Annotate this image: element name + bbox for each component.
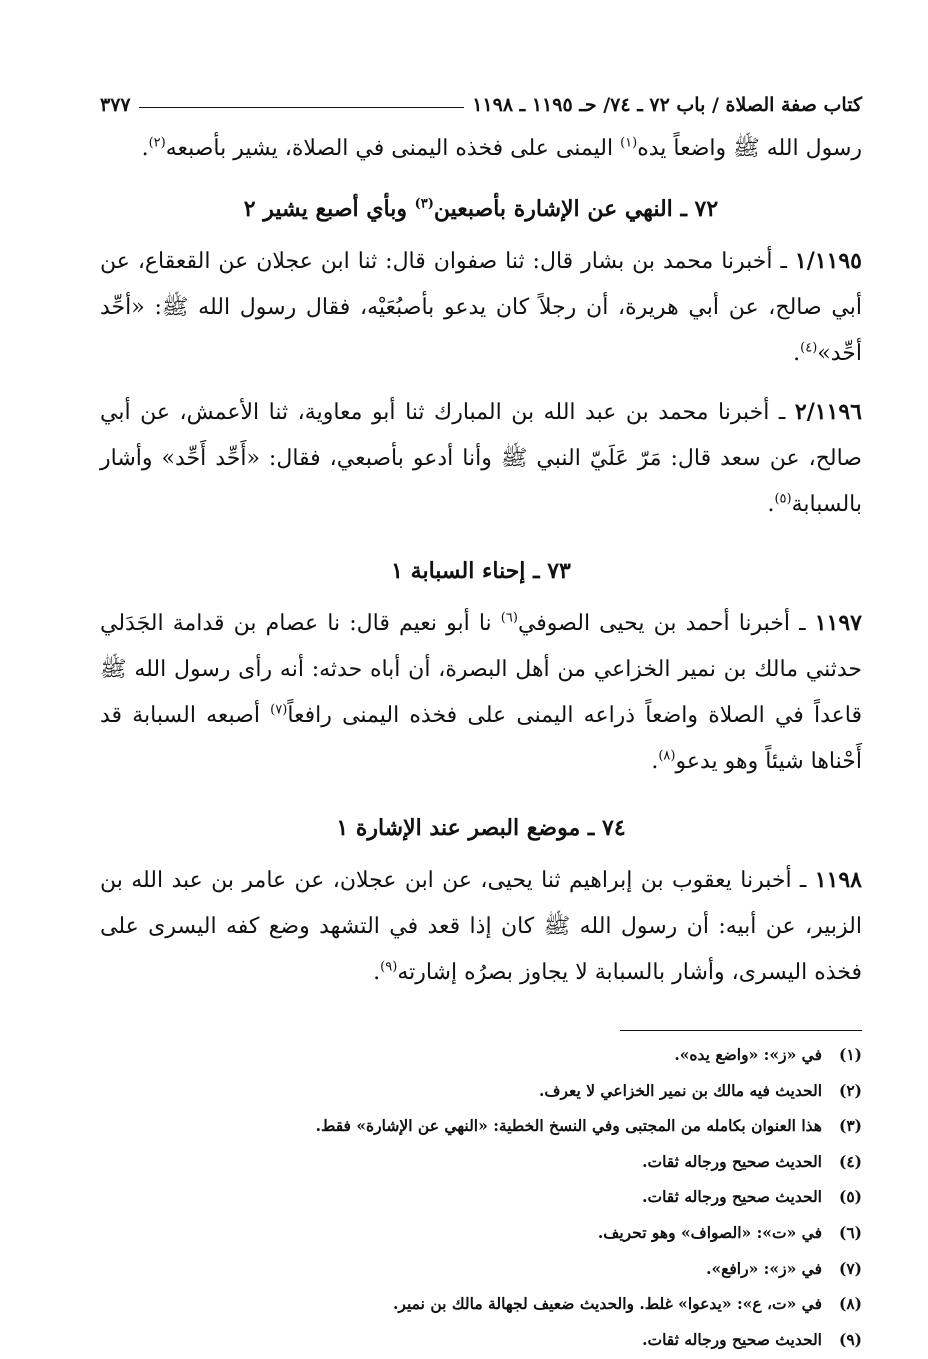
hadith-number: ١١٩٧ xyxy=(814,610,862,636)
continuation-text: اليمنى على فخذه اليمنى في الصلاة، يشير بأصبعه xyxy=(165,136,621,161)
footnote-number: (٣) xyxy=(838,1116,862,1136)
footnote-marker[interactable]: (٨) xyxy=(658,748,676,764)
header-rule xyxy=(139,107,465,108)
continuation-text: . xyxy=(141,136,149,161)
footnote-marker[interactable]: (٤) xyxy=(800,340,818,356)
footnote-marker[interactable]: (٦) xyxy=(500,610,518,626)
footnote-number: (١) xyxy=(838,1045,862,1064)
footnote-item xyxy=(100,1037,862,1073)
footnote-marker[interactable]: (٢) xyxy=(148,135,166,151)
hadith-text: أصبعه السبابة قد أَحْناها شيئاً وهو يدعو xyxy=(100,703,862,774)
footnote-item xyxy=(100,1108,862,1144)
footnote-number: (٤) xyxy=(838,1151,862,1171)
footnote-text: في «ت»: «الصواف» وهو تحريف. xyxy=(597,1222,822,1242)
footnote-text: هذا العنوان بكامله من المجتبى وفي النسخ الخطية: «النهي عن الإشارة» فقط. xyxy=(315,1116,822,1136)
continuation-text: رسول الله ﷺ واضعاً يده xyxy=(637,136,862,161)
footnote-text: في «ز»: «رافع». xyxy=(706,1258,822,1278)
footnote-marker[interactable]: (٧) xyxy=(270,702,288,718)
hadith-text: ـ أخبرنا محمد بن بشار قال: ثنا صفوان قال: ثنا ابن عجلان عن القعقاع، عن أبي صالح، عن أبي هريرة، أن رجلاً كان يدعو بأصبُعَيْه، فقال رسول الله ﷺ: «أحِّد أحِّد» xyxy=(100,249,862,366)
footnote-number: (٢) xyxy=(838,1080,862,1100)
footnote-marker[interactable]: (٣) xyxy=(414,196,434,212)
footnote-item xyxy=(100,1073,862,1109)
footnote-text: الحديث فيه مالك بن نمير الخزاعي لا يعرف. xyxy=(538,1080,822,1100)
footnote-text: في «ز»: «واضع يده». xyxy=(674,1045,822,1064)
footnote-text: في «ت، ع»: «يدعوا» غلط. والحديث ضعيف لجهالة مالك بن نمير. xyxy=(393,1294,822,1314)
footnote-text: الحديث صحيح ورجاله ثقات. xyxy=(642,1151,822,1171)
book-page xyxy=(100,88,862,1357)
footnote-number: (٥) xyxy=(838,1187,862,1207)
footnote-item xyxy=(100,1215,862,1251)
footnote-text: الحديث صحيح ورجاله ثقات. xyxy=(642,1329,822,1349)
hadith-text: . xyxy=(793,341,801,366)
hadith-text: . xyxy=(373,960,381,985)
footnote-item xyxy=(100,1322,862,1358)
hadith-text: ـ أخبرنا محمد بن عبد الله بن المبارك ثنا أبو معاوية، ثنا الأعمش، عن أبي صالح، عن سعد قال: مَرّ عَلَيّ النبي ﷺ وأنا أدعو بأصبعي، فقال: «أَحِّد أَحِّد» وأشار بالسبابة xyxy=(100,400,862,517)
footnotes-list xyxy=(100,1037,862,1357)
hadith-number: ١١٩٨ xyxy=(814,867,862,893)
hadith-paragraph xyxy=(100,857,862,996)
footnote-number: (٦) xyxy=(838,1222,862,1242)
hadith-paragraph xyxy=(100,238,862,377)
continuation-paragraph xyxy=(100,126,862,172)
footnote-marker[interactable]: (٩) xyxy=(380,959,398,975)
hadith-text: ـ أخبرنا يعقوب بن إبراهيم ثنا يحيى، عن ابن عجلان، عن عامر بن عبد الله بن الزبير، عن أبيه: أن رسول الله ﷺ كان إذا قعد في التشهد وضع كفه اليسرى على فخذه اليسرى، وأشار بالسبابة لا يجاوز بصرُه إشارته xyxy=(100,868,862,985)
hadith-text: . xyxy=(651,749,659,774)
page-number: ٣٧٧ xyxy=(100,94,131,116)
footnote-number: (٨) xyxy=(838,1294,862,1314)
footnote-number: (٩) xyxy=(838,1329,862,1349)
hadith-number: ٢/١١٩٦ xyxy=(794,399,862,425)
heading-text: ٧٢ ـ النهي عن الإشارة بأصبعين xyxy=(433,196,719,222)
footnote-item xyxy=(100,1251,862,1287)
footnote-marker[interactable]: (٥) xyxy=(774,491,792,507)
footnote-item xyxy=(100,1286,862,1322)
heading-text: ٧٤ ـ موضع البصر عند الإشارة ١ xyxy=(336,815,626,841)
running-title: كتاب صفة الصلاة / باب ٧٢ ـ ٧٤/ حـ ١١٩٥ ـ ١١٩٨ xyxy=(472,94,862,116)
footnote-item xyxy=(100,1144,862,1180)
hadith-text: ـ أخبرنا أحمد بن يحيى الصوفي xyxy=(517,611,815,636)
footnote-item xyxy=(100,1179,862,1215)
hadith-text: نا أبو نعيم قال: نا عصام بن قدامة الجَدَلي حدثني مالك بن نمير الخزاعي من أهل البصرة، أن أباه حدثه: أنه رأى رسول الله ﷺ قاعداً في الصلاة واضعاً ذراعه اليمنى على فخذه اليمنى رافعاً xyxy=(100,611,862,728)
heading-text: وبأي أصبع يشير ٢ xyxy=(243,196,415,222)
heading-text: ٧٣ ـ إحناء السبابة ١ xyxy=(391,558,571,584)
footnotes-divider xyxy=(620,1030,862,1031)
footnote-text: الحديث صحيح ورجاله ثقات. xyxy=(642,1187,822,1207)
footnote-number: (٧) xyxy=(838,1258,862,1278)
hadith-number: ١/١١٩٥ xyxy=(794,248,862,274)
hadith-paragraph xyxy=(100,600,862,785)
footnote-marker[interactable]: (١) xyxy=(620,135,638,151)
chapter-heading xyxy=(100,548,862,594)
hadith-text: . xyxy=(767,492,775,517)
hadith-paragraph xyxy=(100,389,862,528)
chapter-heading xyxy=(100,186,862,232)
chapter-heading xyxy=(100,805,862,851)
running-header xyxy=(100,88,862,122)
